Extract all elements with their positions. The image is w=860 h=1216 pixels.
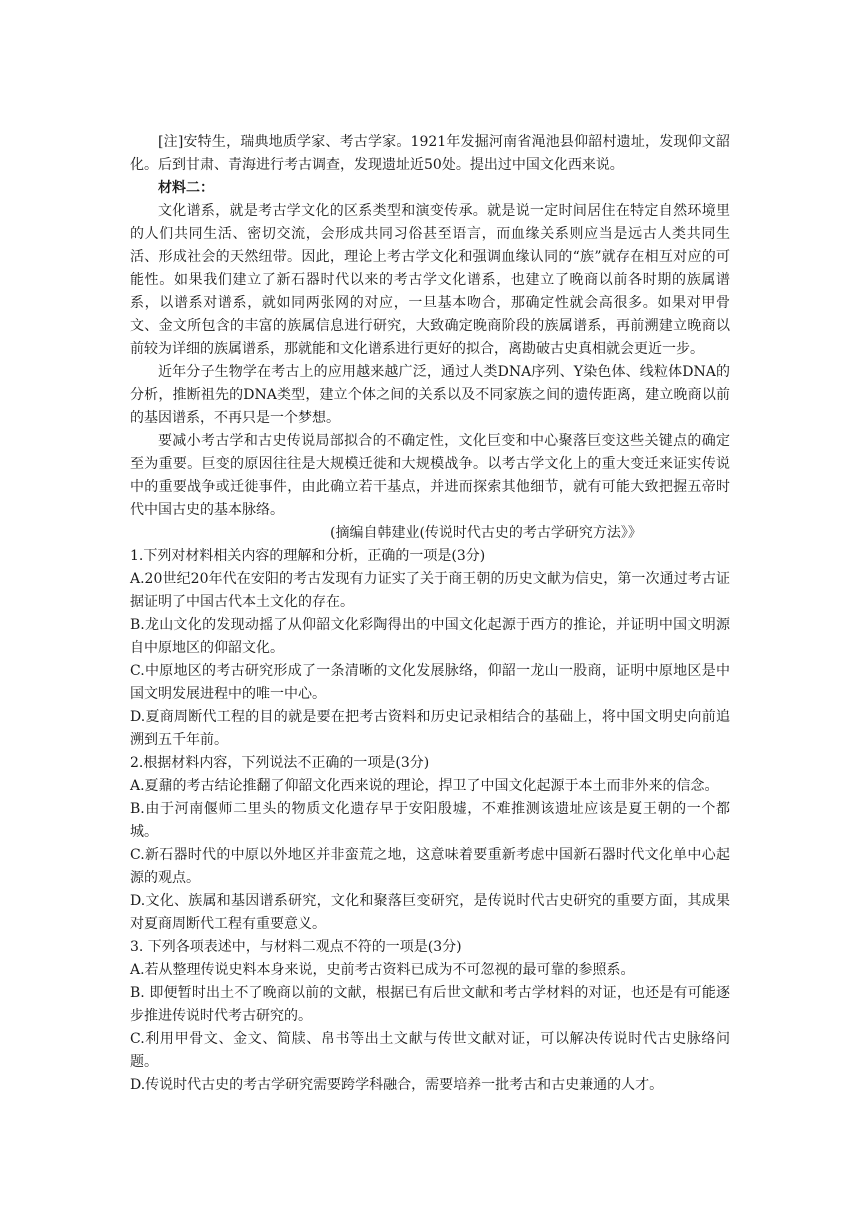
material2-paragraph-3: 要减小考古学和古史传说局部拟合的不确定性，文化巨变和中心聚落巨变这些关键点的确定至为重要。巨变的原因往往是大规模迁徙和大规模战争。以考古学文化上的重大变迁来证实传说中的重要战争或迁徙事件，由此确立若干基点，并进而探索其他细节，就有可能大致把握五帝时代中国古史的基本脉络。	[130, 433, 730, 518]
note-paragraph: [注]安特生，瑞典地质学家、考古学家。1921年发掘河南省渑池县仰韶村遗址，发现仰文韶化。后到甘肃、青海进行考古调查，发现遗址近50处。提出过中国文化西来说。	[130, 134, 730, 173]
question-option: D.文化、族属和基因谱系研究，文化和聚落巨变研究，是传说时代古史研究的重要方面，其成果对夏商周断代工程有重要意义。	[130, 893, 730, 932]
material2-paragraph-2: 近年分子生物学在考古上的应用越来越广泛，通过人类DNA序列、Y染色体、线粒体DNA的分析，推断祖先的DNA类型，建立个体之间的关系以及不同家族之间的遗传距离，建立晚商以前的基因谱系，不再只是一个梦想。	[130, 364, 730, 426]
question-option: C.利用甲骨文、金文、简牍、帛书等出土文献与传世文献对证，可以解决传说时代古史脉络问题。	[130, 1031, 730, 1070]
question-1	[130, 545, 730, 752]
question-3	[130, 936, 730, 1097]
question-option: C.新石器时代的中原以外地区并非蛮荒之地，这意味着要重新考虑中国新石器时代文化单中心起源的观点。	[130, 847, 730, 886]
question-stem: 3. 下列各项表述中，与材料二观点不符的一项是(3分)	[130, 939, 462, 955]
question-option: B.由于河南偃师二里头的物质文化遗存早于安阳殷墟，不难推测该遗址应该是夏王朝的一个都城。	[130, 801, 730, 840]
question-option: D.传说时代古史的考古学研究需要跨学科融合，需要培养一批考古和古史兼通的人才。	[130, 1077, 664, 1093]
question-option: B.龙山文化的发现动摇了从仰韶文化彩陶得出的中国文化起源于西方的推论，并证明中国文明源自中原地区的仰韶文化。	[130, 617, 730, 656]
question-option: B. 即便暂时出土不了晚商以前的文献，根据已有后世文献和考古学材料的对证，也还是有可能逐步推进传说时代考古研究的。	[130, 985, 730, 1024]
question-2	[130, 752, 730, 936]
question-option: A.若从整理传说史料本身来说，史前考古资料已成为不可忽视的最可靠的参照系。	[130, 962, 635, 978]
question-option: C.中原地区的考古研究形成了一条清晰的文化发展脉络，仰韶一龙山一股商，证明中原地区是中国文明发展进程中的唯一中心。	[130, 663, 730, 702]
question-option: A.20世纪20年代在安阳的考古发现有力证实了关于商王朝的历史文献为信史，第一次通过考古证据证明了中国古代本土文化的存在。	[130, 571, 730, 610]
document-page	[130, 131, 730, 1097]
material2-paragraph-1: 文化谱系，就是考古学文化的区系类型和演变传承。就是说一定时间居住在特定自然环境里的人们共同生活、密切交流，会形成共同习俗甚至语言，而血缘关系则应当是远古人类共同生活、形成社会的天然纽带。因此，理论上考古学文化和强调血缘认同的“族”就存在相互对应的可能性。如果我们建立了新石器时代以来的考古学文化谱系，也建立了晚商以前各时期的族属谱系，以谱系对谱系，就如同两张网的对应，一旦基本吻合，那确定性就会高很多。如果对甲骨文、金文所包含的丰富的族属信息进行研究，大致确定晚商阶段的族属谱系，再前溯建立晚商以前较为详细的族属谱系，那就能和文化谱系进行更好的拟合，离勘破古史真相就会更近一步。	[130, 203, 730, 357]
material2-heading: 材料二：	[158, 180, 214, 196]
question-option: D.夏商周断代工程的目的就是要在把考古资料和历史记录相结合的基础上，将中国文明史向前追溯到五千年前。	[130, 709, 730, 748]
question-option: A.夏鼐的考古结论推翻了仰韶文化西来说的理论，捍卫了中国文化起源于本土而非外来的信念。	[130, 778, 719, 794]
source-citation: (摘编自韩建业(传说时代古史的考古学研究方法》》	[330, 525, 642, 541]
question-stem: 1.下列对材料相关内容的理解和分析，正确的一项是(3分)	[130, 548, 486, 564]
question-stem: 2.根据材料内容，下列说法不正确的一项是(3分)	[130, 755, 430, 771]
